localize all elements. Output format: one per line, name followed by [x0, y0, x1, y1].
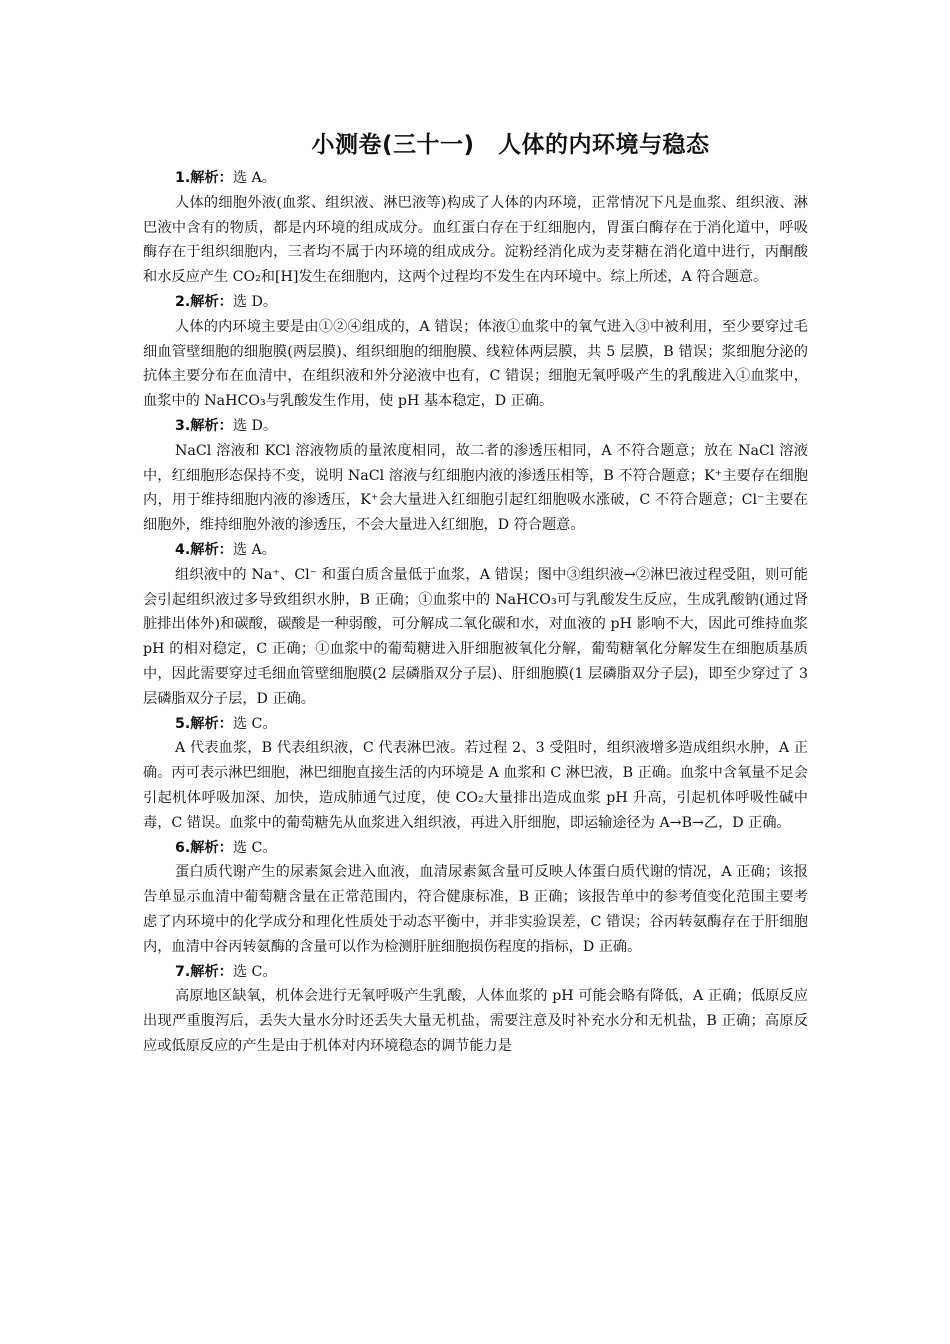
question-label: 5.解析：: [175, 715, 233, 732]
question-2: [143, 290, 808, 414]
question-header: [143, 712, 808, 737]
question-explanation: A 代表血浆，B 代表组织液，C 代表淋巴液。若过程 2、3 受阻时，组织液增多造成组织水肿，A 正确。丙可表示淋巴细胞，淋巴细胞直接生活的内环境是 A 血浆和 C 淋巴液，B 正确。血浆中含氧量不足会引起机体呼吸加深、加快，造成肺通气过度，使 CO₂大量排出造成血浆 pH 升高，引起机体呼吸性碱中毒，C 错误。血浆中的葡萄糖先从血浆进入组织液，再进入肝细胞，即运输途径为 A→B→乙，D 正确。: [143, 740, 808, 831]
question-label: 7.解析：: [175, 963, 233, 980]
question-header: [143, 290, 808, 315]
question-header: [143, 166, 808, 191]
question-explanation: 蛋白质代谢产生的尿素氮会进入血液，血清尿素氮含量可反映人体蛋白质代谢的情况，A 正确；该报告单显示血清中葡萄糖含量在正常范围内，符合健康标准，B 正确；该报告单中的参考值变化范围主要考虑了内环境中的化学成分和理化性质处于动态平衡中，并非实验误差，C 错误；谷丙转氨酶存在于肝细胞内，血清中谷丙转氨酶的含量可以作为检测肝脏细胞损伤程度的指标，D 正确。: [143, 864, 808, 955]
question-answer: 选 C。: [232, 839, 277, 856]
question-5: [143, 712, 808, 836]
question-answer: 选 D。: [232, 417, 278, 434]
question-1: [143, 166, 808, 290]
question-header: [143, 414, 808, 439]
question-answer: 选 D。: [232, 293, 278, 310]
question-label: 1.解析：: [175, 170, 233, 186]
question-explanation: 高原地区缺氧，机体会进行无氧呼吸产生乳酸，人体血浆的 pH 可能会略有降低，A 正确；低原反应出现严重腹泻后，丢失大量水分时还丢失大量无机盐，需要注意及时补充水分和无机盐，B 正确；高原反应或低原反应的产生是由于机体对内环境稳态的调节能力是: [143, 988, 808, 1054]
question-explanation: NaCl 溶液和 KCl 溶液物质的量浓度相同，故二者的渗透压相同，A 不符合题意；放在 NaCl 溶液中，红细胞形态保持不变，说明 NaCl 溶液与红细胞内液的渗透压相等，B 不符合题意；K⁺主要存在细胞内，用于维持细胞内液的渗透压，K⁺会大量进入红细胞引起红细胞吸水涨破，C 不符合题意；Cl⁻主要在细胞外，维持细胞外液的渗透压，不会大量进入红细胞，D 符合题意。: [143, 442, 808, 534]
question-explanation: 人体的细胞外液(血浆、组织液、淋巴液等)构成了人体的内环境，正常情况下凡是血浆、组织液、淋巴液中含有的物质，都是内环境的组成成分。血红蛋白存在于红细胞内，胃蛋白酶存在于消化道中，呼吸酶存在于组织细胞内，三者均不属于内环境的组成成分。淀粉经消化成为麦芽糖在消化道中进行，丙酮酸和水反应产生 CO₂和[H]发生在细胞内，这两个过程均不发生在内环境中。综上所述，A 符合题意。: [143, 194, 808, 286]
question-6: [143, 836, 808, 960]
question-label: 3.解析：: [175, 417, 233, 434]
question-label: 2.解析：: [175, 293, 233, 310]
question-7: [143, 960, 808, 1059]
question-3: [143, 414, 808, 538]
question-answer: 选 A。: [232, 541, 276, 558]
page-title: 小测卷(三十一) 人体的内环境与稳态: [311, 132, 710, 158]
question-header: [143, 538, 808, 563]
question-header: [143, 960, 808, 985]
question-explanation: 人体的内环境主要是由①②④组成的，A 错误；体液①血浆中的氧气进入③中被利用，至少要穿过毛细血管壁细胞的细胞膜(两层膜)、组织细胞的细胞膜、线粒体两层膜，共 5 层膜，B 错误；浆细胞分泌的抗体主要分布在血清中，在组织液和外分泌液中也有，C 错误；细胞无氧呼吸产生的乳酸进入①血浆中，血浆中的 NaHCO₃与乳酸发生作用，使 pH 基本稳定，D 正确。: [143, 318, 808, 410]
question-answer: 选 C。: [232, 715, 277, 732]
question-4: [143, 538, 808, 712]
question-label: 4.解析：: [175, 541, 233, 558]
question-label: 6.解析：: [175, 839, 233, 856]
question-answer: 选 C。: [232, 963, 277, 980]
question-explanation: 组织液中的 Na⁺、Cl⁻ 和蛋白质含量低于血浆，A 错误；图中③组织液→②淋巴液过程受阻，则可能会引起组织液过多导致组织水肿，B 正确；①血浆中的 NaHCO₃可与乳酸发生反应，生成乳酸钠(通过肾脏排出体外)和碳酸，碳酸是一种弱酸，可分解成二氧化碳和水，对血液的 pH 影响不大，因此可维持血浆 pH 的相对稳定，C 正确；①血浆中的葡萄糖进入肝细胞被氧化分解，葡萄糖氧化分解发生在细胞质基质中，因此需要穿过毛细血管壁细胞膜(2 层磷脂双分子层)、肝细胞膜(1 层磷脂双分子层)，即至少穿过了 3 层磷脂双分子层，D 正确。: [143, 566, 808, 707]
question-answer: 选 A。: [232, 170, 276, 186]
question-header: [143, 836, 808, 861]
